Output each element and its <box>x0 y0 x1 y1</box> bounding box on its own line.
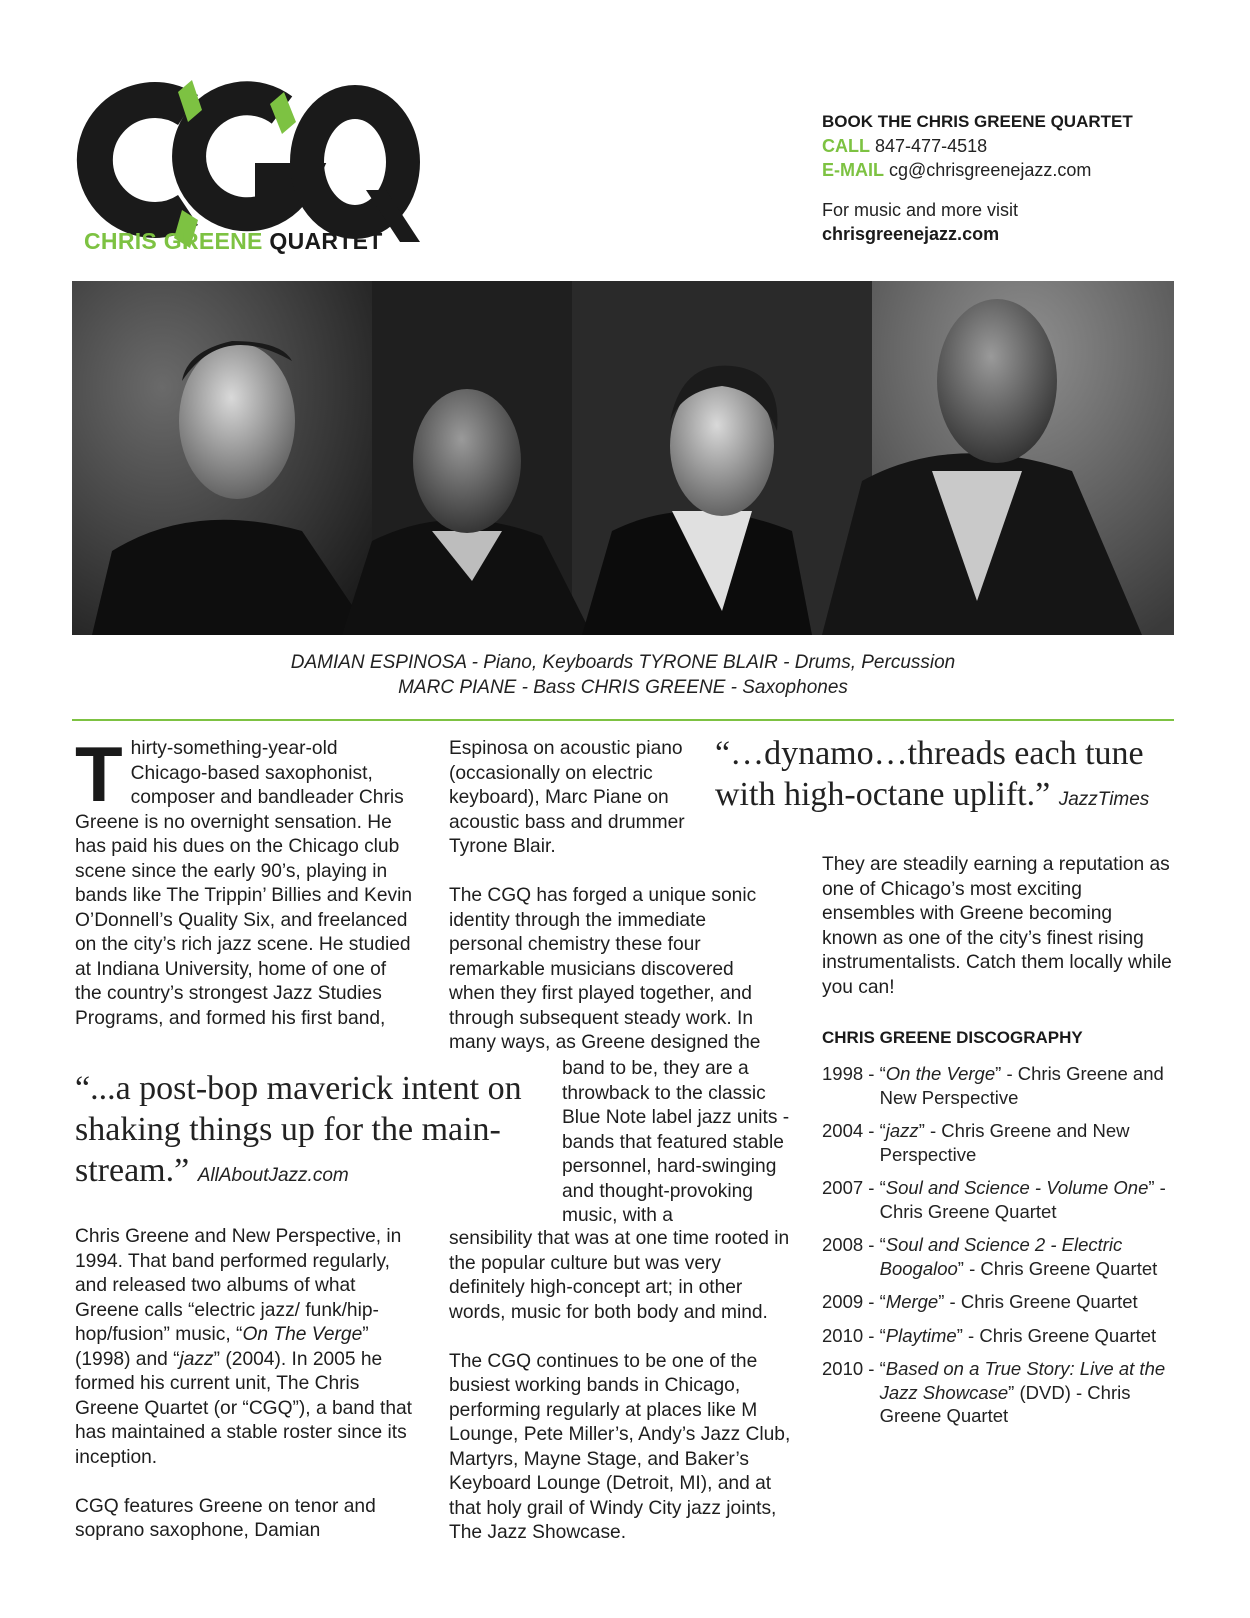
website-link[interactable]: chrisgreenejazz.com <box>822 224 1000 244</box>
quote-text: “…dynamo…threads each tune with high-octane uplift.” <box>715 735 1144 813</box>
release-artist: - Chris Greene and New Perspective <box>879 1120 1130 1165</box>
column-2-wrap <box>562 1057 792 1229</box>
caption-line-2: MARC PIANE - Bass CHRIS GREENE - Saxophones <box>398 677 848 698</box>
phone-line <box>822 134 1232 158</box>
band-photo-illustration <box>72 281 1174 635</box>
caption-line-1: DAMIAN ESPINOSA - Piano, Keyboards TYRONE BLAIR - Drums, Percussion <box>290 652 956 673</box>
phone-number[interactable]: 847-477-4518 <box>875 136 988 156</box>
bio-intro-text: hirty-something-year-old Chicago-based saxophonist, composer and bandleader Chris Greene is no overnight sensation. He has paid his dues on the Chicago club scene since the early 90’s, playing in bands like The Trippin’ Billies and Kevin O’Donnell’s Quality Six, and freelanced on the city’s rich jazz scene. He studied at Indiana University, home of one of the country’s strongest Jazz Studies Programs, and formed his first band, <box>75 738 413 1029</box>
discography-item <box>822 1062 1172 1109</box>
discography-item <box>822 1290 1172 1314</box>
release-artist: (DVD) - Chris Greene Quartet <box>879 1381 1131 1426</box>
bio-paragraph: The CGQ has forged a unique sonic identity through the immediate personal chemistry these four remarkable musicians discovered when they first played together, and through subsequent steady work. In many ways, as Greene designed the <box>449 885 761 1053</box>
release-artist: - Chris Greene Quartet <box>962 1324 1157 1346</box>
bio-paragraph: Espinosa on acoustic piano (occasionally on electric keyboard), Marc Piane on acoustic bass and drummer Tyrone Blair. <box>449 738 685 857</box>
release-info: “Soul and Science - Volume One” - Chris Greene Quartet <box>879 1177 1166 1222</box>
bio-paragraph: sensibility that was at one time rooted in the popular culture but was very definitely high-concept art; in other words, music for both body and mind. <box>449 1228 790 1323</box>
release-year: 2004 - <box>822 1120 880 1141</box>
bio-continued <box>75 1225 417 1544</box>
album-title: Soul and Science - Volume One <box>885 1177 1149 1198</box>
logo-name-green: CHRIS GREENE <box>84 228 263 254</box>
column-2-bottom <box>449 1227 799 1546</box>
quote-text: “...a post-bop maverick intent on shaking things up for the main-stream.” <box>75 1070 522 1189</box>
discography-item <box>822 1176 1172 1223</box>
release-info: “jazz” - Chris Greene and New Perspective <box>879 1120 1130 1165</box>
release-year: 2010 - <box>822 1358 880 1379</box>
bio-paragraph-wrap: band to be, they are a throwback to the classic Blue Note label jazz units - bands that featured stable personnel, hard-swinging and thought-provoking music, with a <box>562 1058 790 1226</box>
release-year: 2007 - <box>822 1177 880 1198</box>
column-3-text <box>822 853 1172 1000</box>
quote-source: AllAboutJazz.com <box>197 1165 349 1186</box>
album-title: jazz <box>179 1348 214 1370</box>
drop-cap: T <box>75 730 123 818</box>
album-title: Merge <box>885 1291 939 1312</box>
logo-band-name <box>84 228 383 255</box>
visit-text: For music and more visit <box>822 200 1019 220</box>
release-artist: - Chris Greene Quartet <box>879 1177 1166 1222</box>
logo-name-dark: QUARTET <box>269 228 383 254</box>
release-info: “Merge” - Chris Greene Quartet <box>879 1291 1138 1312</box>
photo-caption <box>72 650 1174 700</box>
bio-paragraph: The CGQ continues to be one of the busiest working bands in Chicago, performing regularly at places like M Lounge, Pete Miller’s, Andy’s Jazz Club, Martyrs, Mayne Stage, and Baker’s Keyboard Lounge (Detroit, MI), and at that holy grail of Windy City jazz joints, The Jazz Showcase. <box>449 1350 791 1543</box>
album-title: Soul and Science 2 - Electric Boogaloo <box>879 1234 1123 1279</box>
email-label: E-MAIL <box>822 160 884 180</box>
album-title: On the Verge <box>885 1063 996 1084</box>
email-address[interactable]: cg@chrisgreenejazz.com <box>889 160 1092 180</box>
release-info: “Playtime” - Chris Greene Quartet <box>879 1324 1157 1346</box>
pull-quote-allaboutjazz <box>75 1068 545 1196</box>
discography-item <box>822 1324 1172 1348</box>
discography-item <box>822 1357 1172 1428</box>
call-label: CALL <box>822 136 870 156</box>
bio-paragraph: CGQ features Greene on tenor and soprano saxophone, Damian <box>75 1495 376 1541</box>
album-title: Based on a True Story: Live at the Jazz Showcase <box>879 1358 1166 1403</box>
release-artist: - Chris Greene and New Perspective <box>879 1063 1164 1108</box>
album-title: On The Verge <box>242 1324 363 1345</box>
release-year: 1998 - <box>822 1063 880 1084</box>
discography-item <box>822 1119 1172 1166</box>
email-line <box>822 158 1232 182</box>
bio-intro <box>75 730 417 1031</box>
pull-quote-jazztimes <box>715 733 1185 820</box>
quote-source: JazzTimes <box>1058 789 1150 810</box>
discography-item <box>822 1233 1172 1280</box>
discography-title: CHRIS GREENE DISCOGRAPHY <box>822 1028 1083 1047</box>
release-artist: - Chris Greene Quartet <box>963 1257 1158 1279</box>
bio-paragraph: They are steadily earning a reputation as one of Chicago’s most exciting ensembles with Greene becoming known as one of the city’s finest rising instrumentalists. Catch them locally while you can! <box>822 854 1172 998</box>
discography-list <box>822 1062 1172 1438</box>
release-info: “On the Verge” - Chris Greene and New Perspective <box>879 1063 1164 1108</box>
booking-contact <box>822 110 1232 246</box>
album-title: jazz <box>885 1120 919 1141</box>
divider-rule <box>72 719 1174 721</box>
release-year: 2010 - <box>822 1324 880 1346</box>
release-info: “Based on a True Story: Live at the Jazz Showcase” (DVD) - Chris Greene Quartet <box>879 1358 1166 1426</box>
band-photo <box>72 281 1174 635</box>
release-year: 2009 - <box>822 1291 880 1312</box>
booking-heading: BOOK THE CHRIS GREENE QUARTET <box>822 112 1133 131</box>
release-artist: - Chris Greene Quartet <box>944 1291 1138 1312</box>
bio-paragraph: Chris Greene and New Perspective, in 1994. That band performed regularly, and released two albums of what Greene calls “electric jazz/ funk/hip-hop/fusion” music, “On The Verge” (1998) and “jazz” (2004). In 2005 he formed his current unit, The Chris Greene Quartet (or “CGQ”), a band that has maintained a stable roster since its inception. <box>75 1226 412 1468</box>
release-year: 2008 - <box>822 1234 880 1255</box>
album-title: Playtime <box>885 1324 957 1346</box>
release-info: “Soul and Science 2 - Electric Boogaloo” - Chris Greene Quartet <box>879 1234 1158 1279</box>
